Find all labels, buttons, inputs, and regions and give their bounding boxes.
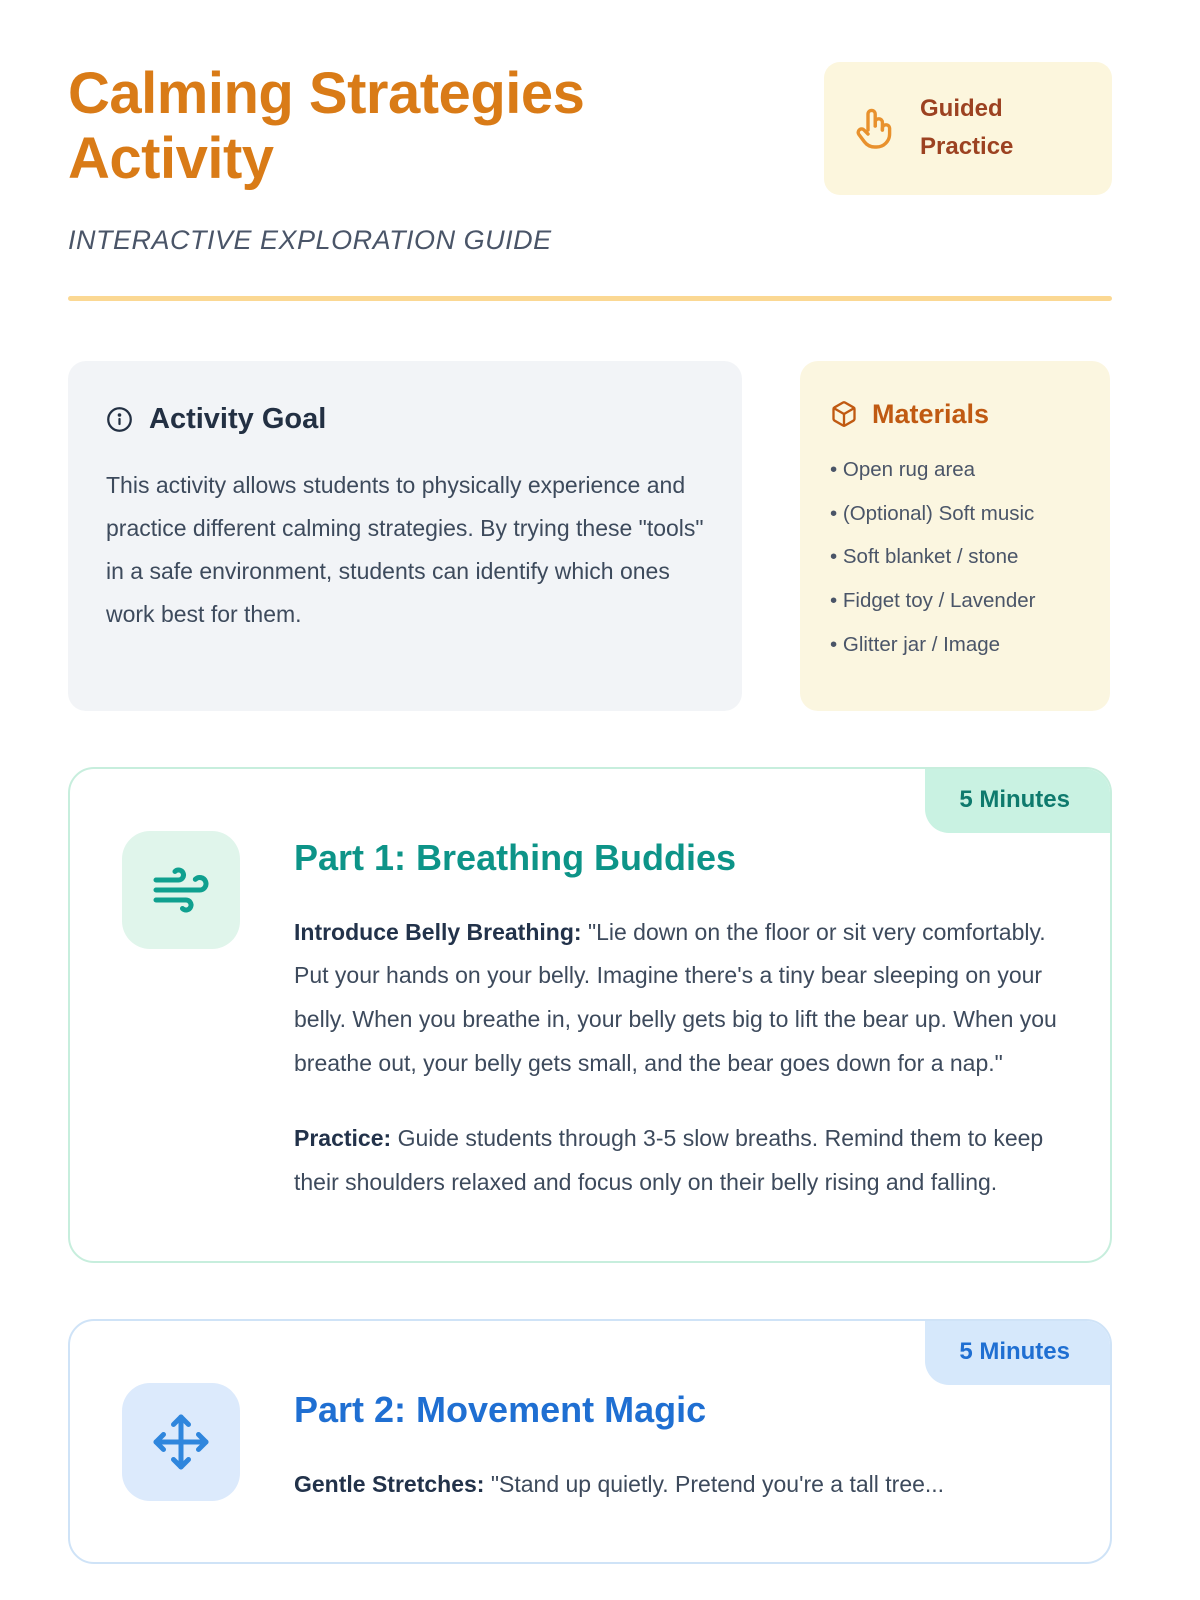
list-item: • Soft blanket / stone xyxy=(830,541,1080,573)
list-item: • Fidget toy / Lavender xyxy=(830,585,1080,617)
guided-practice-label xyxy=(920,90,1013,167)
move-icon-tile xyxy=(122,1383,240,1501)
part-2-paragraph-1 xyxy=(294,1463,1062,1507)
part-1-card xyxy=(68,767,1112,1263)
subtitle: INTERACTIVE EXPLORATION GUIDE xyxy=(68,224,552,255)
wind-icon-tile xyxy=(122,831,240,949)
badge-line-2: Practice xyxy=(920,133,1014,161)
activity-goal-header xyxy=(106,403,704,436)
header xyxy=(68,62,1112,195)
materials-title: Materials xyxy=(872,398,990,429)
badge-line-1: Guided xyxy=(920,95,1003,122)
part-2-card xyxy=(68,1319,1112,1565)
info-icon xyxy=(106,406,133,433)
list-item: • Glitter jar / Image xyxy=(830,629,1080,661)
list-item: • Open rug area xyxy=(830,454,1080,486)
materials-card xyxy=(800,361,1110,711)
materials-header xyxy=(830,399,1080,430)
activity-goal-card xyxy=(68,361,742,711)
list-item: • (Optional) Soft music xyxy=(830,498,1080,530)
hand-gesture-icon xyxy=(852,104,900,152)
paragraph-text: Guide students through 3-5 slow breaths. Remind them to keep their shoulders relaxed and focus only on their belly rising and falling. xyxy=(294,1125,1044,1196)
part-1-paragraph-1 xyxy=(294,911,1062,1086)
wind-icon xyxy=(151,860,211,920)
activity-goal-title: Activity Goal xyxy=(149,402,327,435)
box-icon xyxy=(830,400,858,428)
duration-badge: 5 Minutes xyxy=(925,1321,1110,1385)
paragraph-lead: Gentle Stretches: xyxy=(294,1470,485,1497)
activity-goal-body: This activity allows students to physically experience and practice different calming strategies. By trying these "tools" in a safe environment, students can identify which ones work best for them. xyxy=(106,471,704,627)
page-title: Calming Strategies Activity xyxy=(68,61,585,191)
info-row xyxy=(68,361,1112,711)
divider-rule xyxy=(68,296,1112,301)
part-1-title: Part 1: Breathing Buddies xyxy=(294,836,737,878)
move-arrows-icon xyxy=(151,1412,211,1472)
part-2-title: Part 2: Movement Magic xyxy=(294,1388,707,1430)
duration-badge: 5 Minutes xyxy=(925,769,1110,833)
paragraph-lead: Practice: xyxy=(294,1125,392,1152)
paragraph-lead: Introduce Belly Breathing: xyxy=(294,918,582,945)
paragraph-text: "Lie down on the floor or sit very comfortably. Put your hands on your belly. Imagine there's a tiny bear sleeping on your belly. When you breathe in, your belly gets big to lift the bear up. When you breathe out, your belly gets small, and the bear goes down for a nap." xyxy=(294,918,1057,1076)
part-2-content xyxy=(294,1383,1062,1507)
part-1-content xyxy=(294,831,1062,1205)
part-1-paragraph-2 xyxy=(294,1117,1062,1204)
guided-practice-badge xyxy=(824,62,1112,195)
paragraph-text: "Stand up quietly. Pretend you're a tall tree... xyxy=(490,1470,945,1497)
materials-list xyxy=(830,454,1080,661)
